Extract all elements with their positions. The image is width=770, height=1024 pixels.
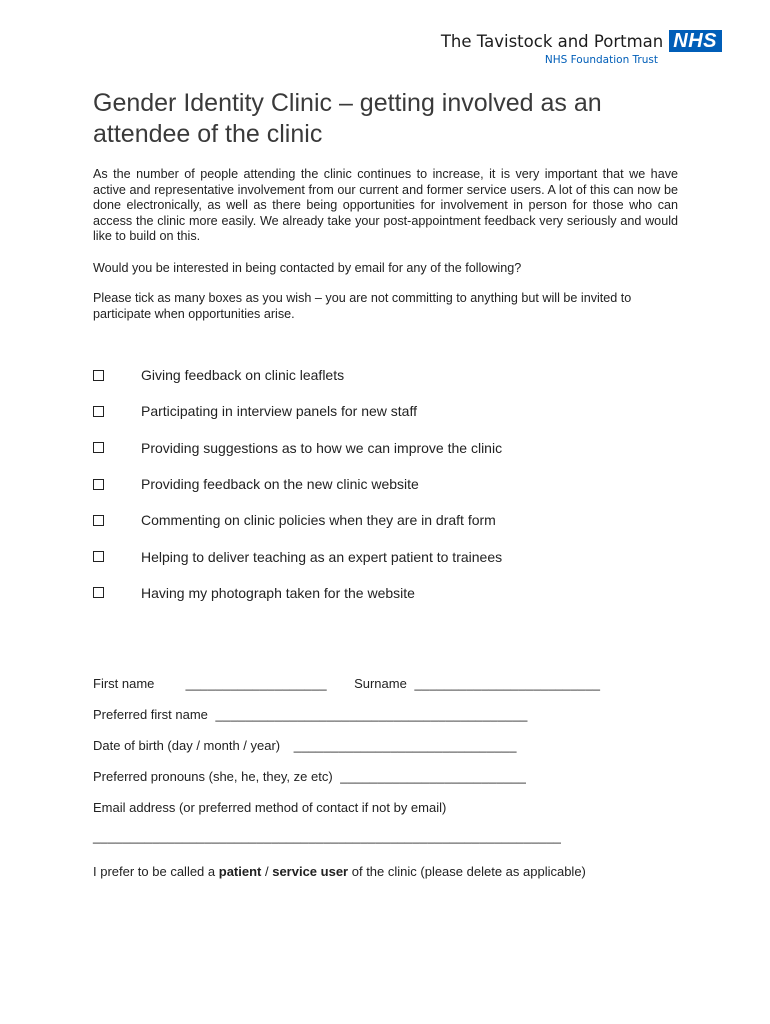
preference-separator: / xyxy=(261,864,273,879)
option-teaching xyxy=(93,538,693,574)
preferred-first-name-row xyxy=(93,707,693,738)
email-field[interactable]: _______________________________________________________________ xyxy=(93,829,562,844)
email-line-row xyxy=(93,829,693,860)
option-label: Giving feedback on clinic leaflets xyxy=(141,367,345,384)
nhs-logo-badge: NHS xyxy=(669,30,722,52)
email-label: Email address (or preferred method of contact if not by email) xyxy=(93,800,447,815)
dob-row xyxy=(93,738,693,769)
option-label: Commenting on clinic policies when they are in draft form xyxy=(141,512,496,529)
first-name-label: First name xyxy=(93,676,155,691)
logo-trust-name: NHS Foundation Trust xyxy=(544,54,658,66)
option-checkbox[interactable] xyxy=(93,479,104,490)
preference-suffix: of the clinic (please delete as applicable) xyxy=(348,864,586,879)
option-checkbox[interactable] xyxy=(93,442,104,453)
option-label: Participating in interview panels for new staff xyxy=(141,403,417,420)
preferred-first-name-label: Preferred first name xyxy=(93,707,208,722)
option-suggestions xyxy=(93,430,693,466)
dob-field[interactable]: ______________________________ xyxy=(293,738,517,753)
intro-paragraph: As the number of people attending the clinic continues to increase, it is very important that we have active and representative involvement from our current and former service users. A lot of this can now be done electronically, as well as there being opportunities for involvement in person for those who can access the clinic more easily. We already take your post-appointment feedback very seriously and would like to build on this. xyxy=(93,167,678,244)
trust-logo xyxy=(441,30,722,66)
surname-label: Surname xyxy=(354,676,407,691)
contact-form xyxy=(93,676,693,860)
involvement-options-list xyxy=(93,357,693,611)
instruction-text: Please tick as many boxes as you wish – you are not committing to anything but will be invited to participate when opportunities arise. xyxy=(93,291,632,321)
option-checkbox[interactable] xyxy=(93,551,104,562)
option-checkbox[interactable] xyxy=(93,406,104,417)
option-label: Helping to deliver teaching as an expert patient to trainees xyxy=(141,548,503,565)
option-leaflets xyxy=(93,357,693,393)
surname-field[interactable]: _________________________ xyxy=(414,676,601,691)
pronouns-label: Preferred pronouns (she, he, they, ze etc) xyxy=(93,769,333,784)
preference-option-patient[interactable]: patient xyxy=(218,864,262,879)
option-label: Providing suggestions as to how we can improve the clinic xyxy=(141,439,503,456)
pronouns-field[interactable]: _________________________ xyxy=(340,769,527,784)
logo-org-name: The Tavistock and Portman xyxy=(440,31,664,51)
preferred-first-name-field[interactable]: __________________________________________ xyxy=(215,707,528,722)
option-interview-panels xyxy=(93,393,693,429)
option-label: Providing feedback on the new clinic website xyxy=(141,476,419,493)
option-photograph xyxy=(93,575,693,611)
email-label-row xyxy=(93,800,693,829)
option-checkbox[interactable] xyxy=(93,587,104,598)
preference-statement xyxy=(93,864,586,879)
dob-label: Date of birth (day / month / year) xyxy=(93,738,281,753)
option-policies xyxy=(93,502,693,538)
option-checkbox[interactable] xyxy=(93,370,104,381)
name-row xyxy=(93,676,693,707)
preference-option-service-user[interactable]: service user xyxy=(272,864,349,879)
question-text: Would you be interested in being contacted by email for any of the following? xyxy=(93,261,522,275)
page-title: Gender Identity Clinic – getting involved as an attendee of the clinic xyxy=(93,89,602,148)
option-website-feedback xyxy=(93,466,693,502)
option-checkbox[interactable] xyxy=(93,515,104,526)
option-label: Having my photograph taken for the website xyxy=(141,584,415,601)
pronouns-row xyxy=(93,769,693,800)
first-name-field[interactable]: ___________________ xyxy=(185,676,327,691)
preference-prefix: I prefer to be called a xyxy=(93,864,219,879)
